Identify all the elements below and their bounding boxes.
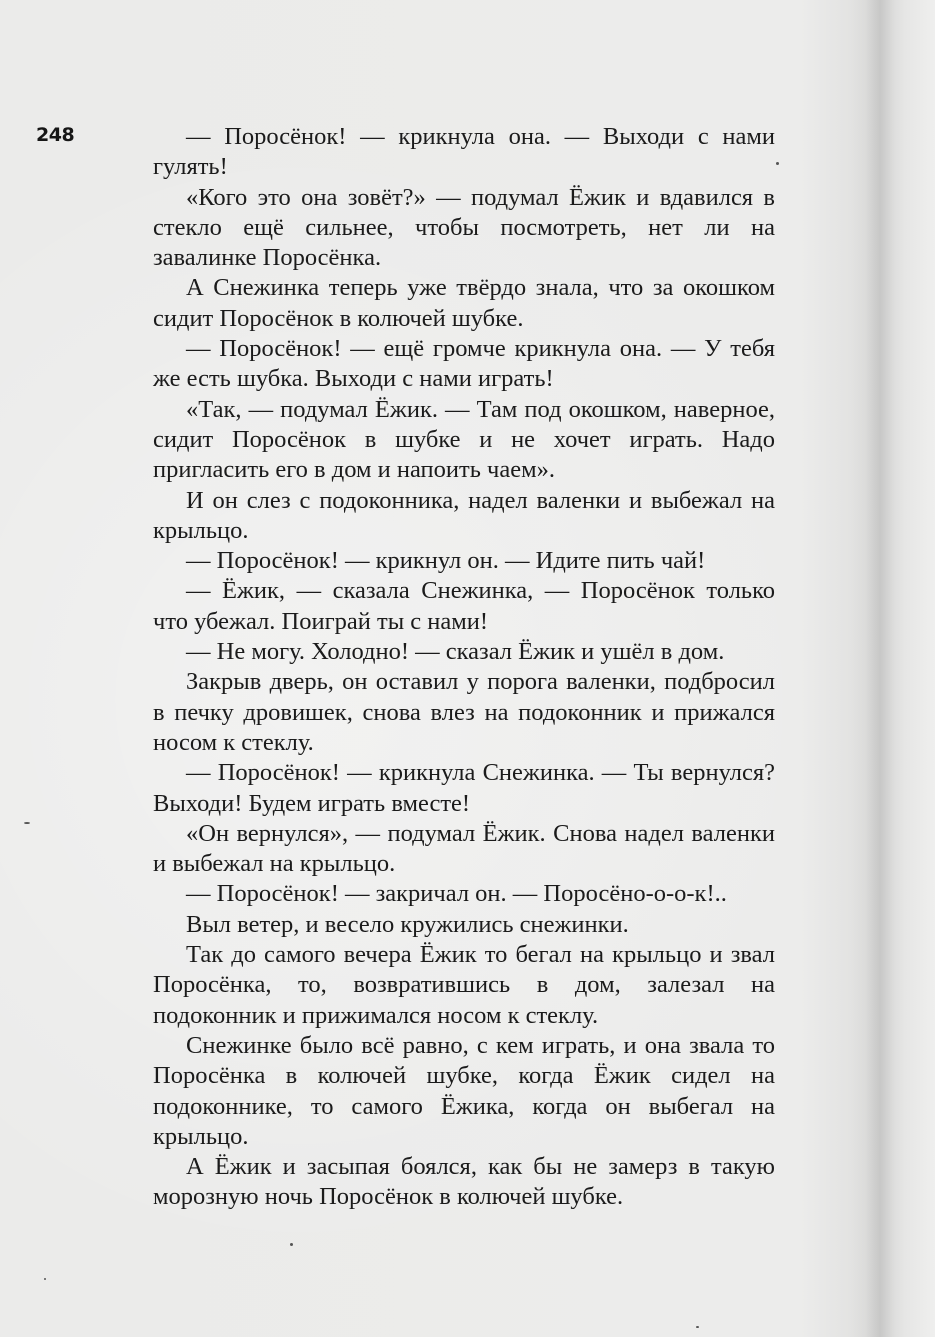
paragraph: Снежинке было всё равно, с кем играть, и она звала то Поросёнка в колючей шубке, когда Ёжик сидел на подоконнике, то самого Ёжика, когда он выбегал на крыльцо. bbox=[153, 1031, 775, 1150]
paragraph: «Он вернулся», — подумал Ёжик. Снова надел валенки и выбежал на крыльцо. bbox=[153, 819, 775, 878]
paragraph: — Поросёнок! — крикнула она. — Выходи с нами гулять! bbox=[153, 123, 775, 181]
spine-shadow bbox=[865, 0, 895, 1337]
paragraph: — Ёжик, — сказала Снежинка, — Поросёнок только что убежал. Поиграй ты с нами! bbox=[153, 577, 775, 635]
print-speck bbox=[696, 1326, 699, 1328]
print-speck bbox=[290, 1243, 293, 1246]
paragraph: «Так, — подумал Ёжик. — Там под окошком, наверное, сидит Поросёнок в шубке и не хочет играть. Надо пригласить его в дом и напоить чаем». bbox=[153, 395, 775, 484]
paragraph: Так до самого вечера Ёжик то бегал на крыльцо и звал Поросёнка, то, возвратившись в дом, залезал на подоконник и прижимался носом к стеклу. bbox=[153, 941, 775, 1029]
paragraph: — Поросёнок! — крикнул он. — Идите пить чай! bbox=[186, 547, 706, 575]
paragraph: — Поросёнок! — крикнула Снежинка. — Ты вернулся? Выходи! Будем играть вместе! bbox=[153, 759, 775, 817]
paragraph: А Ёжик и засыпая боялся, как бы не замерз в такую морозную ночь Поросёнок в колючей шубке. bbox=[153, 1153, 775, 1211]
paragraph: А Снежинка теперь уже твёрдо знала, что за окошком сидит Поросёнок в колючей шубке. bbox=[153, 274, 775, 332]
page-number: 248 bbox=[36, 124, 75, 146]
paragraph: Закрыв дверь, он оставил у порога валенки, подбросил в печку дровишек, снова влез на подоконник и прижался носом к стеклу. bbox=[153, 668, 775, 756]
paragraph: — Поросёнок! — ещё громче крикнула она. — У тебя же есть шубка. Выходи с нами играть! bbox=[153, 335, 775, 393]
story-text bbox=[153, 122, 775, 1213]
paragraph: «Кого это она зовёт?» — подумал Ёжик и вдавился в стекло ещё сильнее, чтобы посмотреть, нет ли на завалинке Поросёнка. bbox=[153, 183, 775, 272]
paragraph: И он слез с подоконника, надел валенки и выбежал на крыльцо. bbox=[153, 486, 775, 544]
paragraph: — Поросёнок! — закричал он. — Поросёно-о-о-к!.. bbox=[186, 880, 727, 908]
print-speck bbox=[24, 822, 30, 824]
paragraph: — Не могу. Холодно! — сказал Ёжик и ушёл в дом. bbox=[186, 638, 725, 666]
print-speck bbox=[776, 162, 779, 165]
print-speck bbox=[44, 1278, 46, 1280]
paragraph: Выл ветер, и весело кружились снежинки. bbox=[186, 910, 629, 938]
